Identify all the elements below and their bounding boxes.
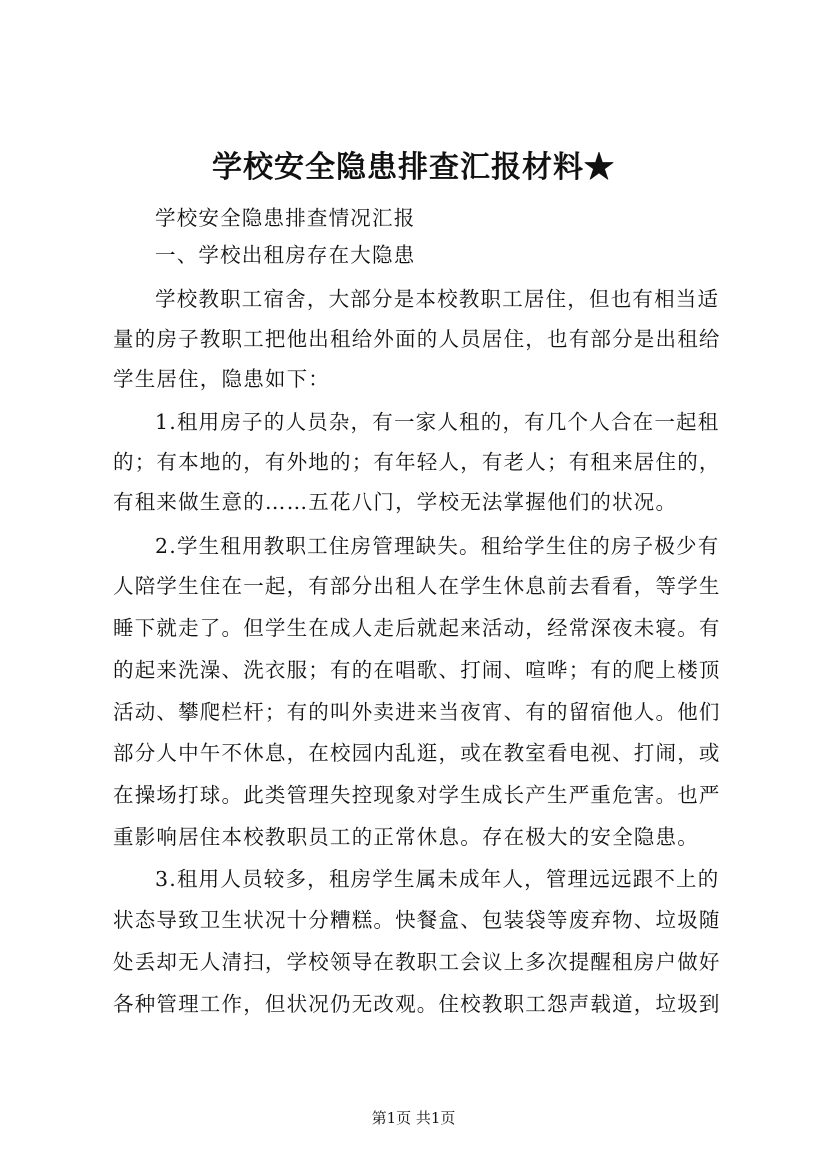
paragraph-line: 学校教职工宿舍，大部分是本校教职工居住，但也有相当适 <box>155 287 720 311</box>
paragraph-line: 部分人中午不休息，在校园内乱逛，或在教室看电视、打闹，或 <box>113 741 721 765</box>
page-number-footer: 第1页 共1页 <box>371 1109 456 1127</box>
paragraph-line: 状态导致卫生状况十分糟糕。快餐盒、包装袋等废弃物、垃圾随 <box>113 908 721 932</box>
paragraph-line: 睡下就走了。但学生在成人走后就起来活动，经常深夜未寝。有 <box>113 616 721 640</box>
paragraph-line: 重影响居住本校教职员工的正常休息。存在极大的安全隐患。 <box>113 825 699 849</box>
paragraph-line: 1.租用房子的人员杂，有一家人租的，有几个人合在一起租 <box>155 410 720 434</box>
paragraph-line: 各种管理工作，但状况仍无改观。住校教职工怨声载道，垃圾到 <box>113 992 721 1016</box>
paragraph-line: 学生居住，隐患如下： <box>113 367 330 391</box>
paragraph-line: 量的房子教职工把他出租给外面的人员居住，也有部分是出租给 <box>113 327 721 351</box>
paragraph-line: 3.租用人员较多，租房学生属未成年人，管理远远跟不上的 <box>155 867 720 891</box>
paragraph-line: 人陪学生住在一起，有部分出租人在学生休息前去看看，等学生 <box>113 574 721 598</box>
paragraph-line: 处丢却无人清扫，学校领导在教职工会议上多次提醒租房户做好 <box>113 950 721 974</box>
report-subtitle: 学校安全隐患排查情况汇报 <box>155 206 416 230</box>
paragraph-line: 的起来洗澡、洗衣服；有的在唱歌、打闹、喧哗；有的爬上楼顶 <box>113 658 721 682</box>
paragraph-line: 在操场打球。此类管理失控现象对学生成长产生严重危害。也严 <box>113 783 721 807</box>
section-heading: 一、学校出租房存在大隐患 <box>155 243 416 267</box>
paragraph-line: 2.学生租用教职工住房管理缺失。租给学生住的房子极少有 <box>155 534 720 558</box>
paragraph-line: 的；有本地的，有外地的；有年轻人，有老人；有租来居住的， <box>113 450 721 474</box>
paragraph-line: 活动、攀爬栏杆；有的叫外卖进来当夜宵、有的留宿他人。他们 <box>113 700 721 724</box>
paragraph-line: 有租来做生意的……五花八门，学校无法掌握他们的状况。 <box>113 490 678 514</box>
document-title: 学校安全隐患排查汇报材料★ <box>212 150 615 185</box>
